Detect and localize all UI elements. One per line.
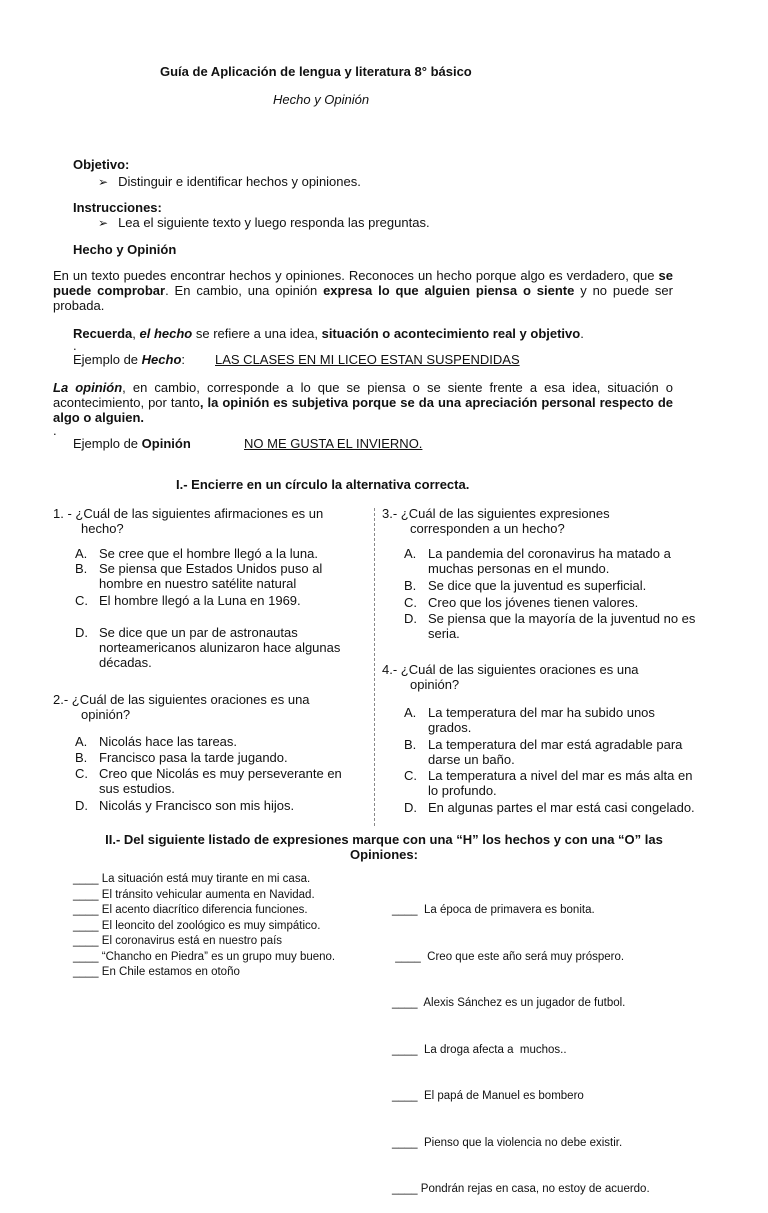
- list-item[interactable]: ____ La situación está muy tirante en mi casa.: [73, 873, 311, 885]
- document-title: Guía de Aplicación de lengua y literatura 8° básico: [160, 64, 472, 79]
- q2-stem-line1: 2.- ¿Cuál de las siguientes oraciones es una: [53, 692, 310, 707]
- ejemplo-opinion-label: [73, 436, 191, 451]
- option-letter: B.: [404, 578, 417, 593]
- option-text: Nicolás y Francisco son mis hijos.: [99, 798, 295, 813]
- recuerda-paragraph: [73, 326, 673, 341]
- q4-stem: [382, 662, 639, 692]
- intro-text-1: En un texto puedes encontrar hechos y opiniones. Reconoces un hecho porque algo es verdadero, que: [53, 268, 659, 283]
- option-letter: C.: [404, 768, 417, 783]
- q2-stem: [53, 692, 310, 722]
- list-item[interactable]: ____ El coronavirus está en nuestro país: [73, 935, 283, 947]
- option-text-2: lo profundo.: [428, 783, 497, 798]
- option-letter: D.: [404, 611, 417, 626]
- ejemplo-hecho-prefix: Ejemplo de: [73, 352, 142, 367]
- option-text-2: seria.: [428, 626, 460, 641]
- intro-text-2: . En cambio, una opinión: [165, 283, 324, 298]
- option-text-2: norteamericanos alunizaron hace algunas: [99, 640, 341, 655]
- list-item[interactable]: ____ La droga afecta a muchos..: [392, 1043, 567, 1056]
- option-text-2: sus estudios.: [99, 781, 175, 796]
- option-text-3: décadas.: [99, 655, 152, 670]
- ejemplo-hecho-value: LAS CLASES EN MI LICEO ESTAN SUSPENDIDAS: [215, 352, 520, 367]
- option-text: La temperatura del mar está agradable para: [428, 737, 683, 752]
- instrucciones-text: Lea el siguiente texto y luego responda las preguntas.: [118, 215, 430, 230]
- option-text: La temperatura a nivel del mar es más alta en: [428, 768, 693, 783]
- option-letter: B.: [75, 750, 88, 765]
- ejemplo-opinion-value: NO ME GUSTA EL INVIERNO.: [244, 436, 423, 451]
- q3-stem-line2: corresponden a un hecho?: [410, 521, 565, 536]
- option-letter: A.: [404, 546, 417, 561]
- intro-bold-1: se puede comprobar: [53, 268, 673, 298]
- opinion-term: La opinión: [53, 380, 123, 395]
- option-text: Se dice que un par de astronautas: [99, 625, 298, 640]
- list-item[interactable]: ____ “Chancho en Piedra” es un grupo muy bueno.: [73, 950, 336, 963]
- q1-stem-line2: hecho?: [81, 521, 124, 536]
- expressions-list-left: [73, 872, 373, 981]
- stray-dot-1: .: [73, 338, 77, 353]
- list-item[interactable]: ____ Creo que este año será muy próspero.: [392, 950, 625, 963]
- opinion-paragraph: [53, 380, 673, 425]
- option-text: Se piensa que Estados Unidos puso al: [99, 561, 323, 576]
- option-text: La temperatura del mar ha subido unos: [428, 705, 655, 720]
- option-letter: B.: [404, 737, 417, 752]
- option-letter: A.: [75, 734, 88, 749]
- part2-title: [40, 832, 728, 862]
- opinion-text: , en cambio, corresponde a lo que se piensa o se siente frente a esa idea, situación o acontecimiento, por tanto: [53, 380, 673, 410]
- option-text: Nicolás hace las tareas.: [99, 734, 238, 749]
- option-text: Se dice que la juventud es superficial.: [428, 578, 647, 593]
- q3-stem-line1: 3.- ¿Cuál de las siguientes expresiones: [382, 506, 610, 521]
- document-subtitle: Hecho y Opinión: [273, 92, 370, 107]
- expressions-list-right: [392, 872, 722, 1213]
- option-letter: C.: [404, 595, 417, 610]
- instrucciones-label: Instrucciones:: [73, 200, 162, 215]
- option-letter: D.: [404, 800, 417, 815]
- recuerda-mid1: ,: [132, 326, 140, 341]
- option-text-2: muchas personas en el mundo.: [428, 561, 610, 576]
- q1-stem-line1: 1. - ¿Cuál de las siguientes afirmaciones es un: [53, 506, 324, 521]
- objetivo-item: [98, 174, 361, 190]
- objetivo-text: Distinguir e identificar hechos y opiniones.: [118, 174, 361, 189]
- part2-title-line2: Opiniones:: [350, 847, 418, 862]
- objetivo-label: Objetivo:: [73, 157, 130, 172]
- q3-stem: [382, 506, 610, 536]
- part2-title-line1: II.- Del siguiente listado de expresiones marque con una “H” los hechos y con una “O” las: [105, 832, 663, 847]
- ejemplo-hecho-colon: :: [181, 352, 186, 367]
- option-text-2: darse un baño.: [428, 752, 515, 767]
- list-item[interactable]: ____ Pondrán rejas en casa, no estoy de acuerdo.: [392, 1183, 650, 1195]
- instrucciones-item: [98, 215, 430, 231]
- ejemplo-hecho-label: [73, 352, 185, 367]
- q2-stem-line2: opinión?: [81, 707, 131, 722]
- option-letter: B.: [75, 561, 88, 576]
- part1-title: I.- Encierre en un círculo la alternativa correcta.: [176, 477, 470, 492]
- option-text: Creo que los jóvenes tienen valores.: [428, 595, 639, 610]
- q4-stem-line1: 4.- ¿Cuál de las siguientes oraciones es una: [382, 662, 639, 677]
- ejemplo-opinion-term: Opinión: [141, 436, 191, 451]
- option-text-2: grados.: [428, 720, 472, 735]
- option-text: En algunas partes el mar está casi congelado.: [428, 800, 695, 815]
- recuerda-bold: situación o acontecimiento real y objetivo: [321, 326, 581, 341]
- list-item[interactable]: ____ En Chile estamos en otoño: [73, 966, 240, 978]
- option-letter: A.: [75, 546, 88, 561]
- q4-stem-line2: opinión?: [410, 677, 460, 692]
- intro-text-3: y no puede ser probada.: [53, 283, 673, 313]
- list-item[interactable]: ____ La época de primavera es bonita.: [392, 904, 595, 916]
- option-letter: C.: [75, 593, 88, 608]
- option-text: Se cree que el hombre llegó a la luna.: [99, 546, 318, 561]
- option-letter: D.: [75, 798, 88, 813]
- option-text: Se piensa que la mayoría de la juventud no es: [428, 611, 696, 626]
- list-item[interactable]: ____ El acento diacrítico diferencia funciones.: [73, 904, 308, 916]
- option-letter: D.: [75, 625, 88, 640]
- q1-stem: [53, 506, 323, 536]
- list-item[interactable]: ____ El papá de Manuel es bombero: [392, 1090, 584, 1102]
- list-item[interactable]: ____ El tránsito vehicular aumenta en Navidad.: [73, 888, 315, 901]
- intro-paragraph: [53, 268, 673, 313]
- list-item[interactable]: ____ El leoncito del zoológico es muy simpático.: [73, 919, 321, 932]
- stray-dot-2: .: [53, 423, 57, 438]
- ejemplo-hecho-term: Hecho: [141, 352, 182, 367]
- option-text: Creo que Nicolás es muy perseverante en: [99, 766, 342, 781]
- option-letter: A.: [404, 705, 417, 720]
- list-item[interactable]: ____ Pienso que la violencia no debe existir.: [392, 1136, 623, 1149]
- ejemplo-opinion-prefix: Ejemplo de: [73, 436, 142, 451]
- option-text-2: hombre en nuestro satélite natural: [99, 576, 297, 591]
- option-text: La pandemia del coronavirus ha matado a: [428, 546, 671, 561]
- option-text: El hombre llegó a la Luna en 1969.: [99, 593, 301, 608]
- recuerda-mid2: se refiere a una idea,: [192, 326, 322, 341]
- option-text: Francisco pasa la tarde jugando.: [99, 750, 288, 765]
- opinion-bold: , la opinión es subjetiva porque se da una apreciación personal respecto de algo o alguien.: [53, 395, 673, 425]
- section-heading: Hecho y Opinión: [73, 242, 177, 257]
- recuerda-end: .: [580, 326, 584, 341]
- recuerda-term: el hecho: [139, 326, 193, 341]
- intro-bold-2: expresa lo que alguien piensa o siente: [323, 283, 575, 298]
- list-item[interactable]: ____ Alexis Sánchez es un jugador de futbol.: [392, 997, 626, 1009]
- recuerda-label: Recuerda: [73, 326, 133, 341]
- option-letter: C.: [75, 766, 88, 781]
